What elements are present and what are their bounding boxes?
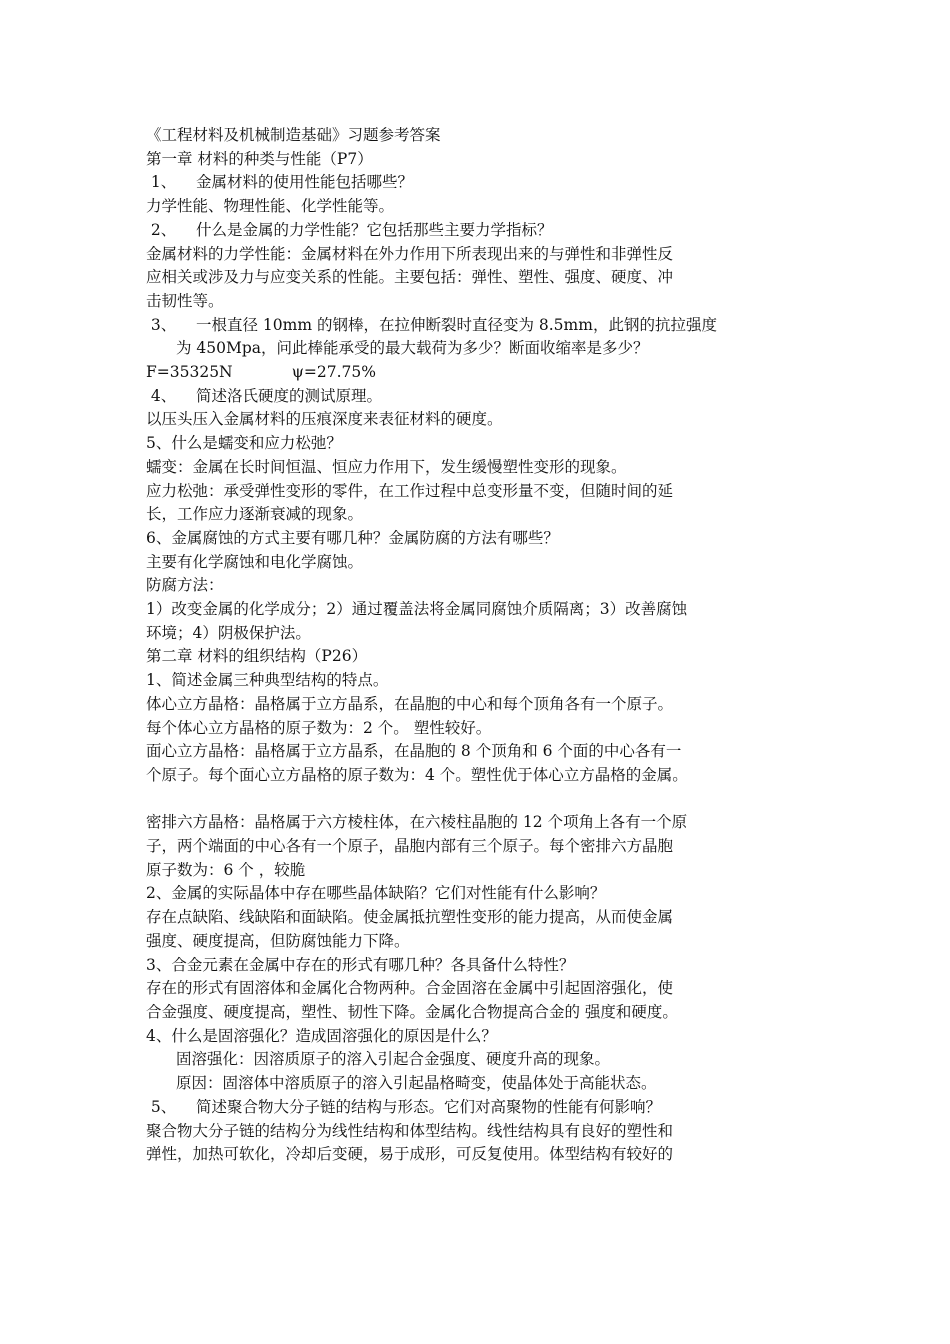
answer-line: 弹性，加热可软化，冷却后变硬，易于成形，可反复使用。体型结构有较好的	[146, 1145, 674, 1164]
answer-line: 防腐方法：	[146, 576, 224, 595]
question-line: 2、金属的实际晶体中存在哪些晶体缺陷？它们对性能有什么影响？	[146, 884, 606, 903]
question-line: 2、 什么是金属的力学性能？它包括那些主要力学指标？	[146, 220, 553, 239]
answer-line: 合金强度、硬度提高，塑性、韧性下降。金属化合物提高合金的 强度和硬度。	[146, 1003, 678, 1021]
question-line: 3、合金元素在金属中存在的形式有哪几种？各具备什么特性？	[146, 955, 575, 974]
answer-line: 原子数为：6 个 ，较脆	[146, 860, 306, 879]
question-line: 5、 简述聚合物大分子链的结构与形态。它们对高聚物的性能有何影响？	[146, 1097, 661, 1116]
answer-line: 存在的形式有固溶体和金属化合物两种。合金固溶在金属中引起固溶强化，使	[146, 979, 674, 998]
answer-line: 聚合物大分子链的结构分为线性结构和体型结构。线性结构具有良好的塑性和	[146, 1121, 674, 1140]
answer-line: 力学性能、物理性能、化学性能等。	[146, 197, 395, 216]
answer-line: F=35325N ψ=27.75%	[146, 363, 376, 382]
answer-line: 主要有化学腐蚀和电化学腐蚀。	[146, 552, 364, 571]
chapter-heading: 第二章 材料的组织结构（P26）	[146, 647, 368, 666]
answer-line: 每个体心立方晶格的原子数为：2 个。 塑性较好。	[146, 718, 492, 737]
answer-line: 金属材料的力学性能：金属材料在外力作用下所表现出来的与弹性和非弹性反	[146, 244, 674, 263]
answer-line: 环境；4）阴极保护法。	[146, 623, 311, 642]
question-line: 1、 金属材料的使用性能包括哪些？	[146, 173, 413, 192]
question-line: 5、什么是蠕变和应力松弛？	[146, 434, 342, 453]
answer-line: 蠕变：金属在长时间恒温、恒应力作用下，发生缓慢塑性变形的现象。	[146, 457, 627, 476]
answer-line: 存在点缺陷、线缺陷和面缺陷。使金属抵抗塑性变形的能力提高，从而使金属	[146, 908, 674, 927]
answer-line: 面心立方晶格：晶格属于立方晶系，在晶胞的 8 个顶角和 6 个面的中心各有一	[146, 742, 682, 761]
document-title: 《工程材料及机械制造基础》习题参考答案	[146, 126, 441, 144]
question-line: 4、什么是固溶强化？造成固溶强化的原因是什么？	[146, 1026, 497, 1045]
answer-line: 个原子。每个面心立方晶格的原子数为：4 个。塑性优于体心立方晶格的金属。	[146, 765, 688, 784]
document-body	[146, 124, 826, 1167]
question-line: 6、金属腐蚀的方式主要有哪几种？金属防腐的方法有哪些？	[146, 528, 559, 547]
question-line: 为 450Mpa，问此棒能承受的最大载荷为多少？断面收缩率是多少？	[176, 339, 649, 358]
answer-line: 子，两个端面的中心各有一个原子，晶胞内部有三个原子。每个密排六方晶胞	[146, 837, 674, 856]
question-line: 3、 一根直径 10mm 的钢棒，在拉伸断裂时直径变为 8.5mm，此钢的抗拉强度	[146, 315, 717, 334]
chapter-heading: 第一章 材料的种类与性能（P7）	[146, 149, 373, 168]
answer-line: 长，工作应力逐渐衰减的现象。	[146, 505, 364, 524]
answer-line: 固溶强化：因溶质原子的溶入引起合金强度、硬度升高的现象。	[176, 1050, 611, 1069]
answer-line: 原因：固溶体中溶质原子的溶入引起晶格畸变，使晶体处于高能状态。	[176, 1074, 657, 1093]
answer-line: 应相关或涉及力与应变关系的性能。主要包括：弹性、塑性、强度、硬度、冲	[146, 268, 674, 287]
answer-line: 密排六方晶格：晶格属于六方棱柱体，在六棱柱晶胞的 12 个项角上各有一个原	[146, 813, 688, 832]
blank-line	[146, 788, 826, 812]
answer-line: 以压头压入金属材料的压痕深度来表征材料的硬度。	[146, 410, 503, 429]
answer-line: 1）改变金属的化学成分；2）通过覆盖法将金属同腐蚀介质隔离；3）改善腐蚀	[146, 600, 688, 619]
answer-line: 体心立方晶格：晶格属于立方晶系，在晶胞的中心和每个顶角各有一个原子。	[146, 694, 674, 713]
question-line: 4、 简述洛氏硬度的测试原理。	[146, 386, 382, 405]
answer-line: 强度、硬度提高，但防腐蚀能力下降。	[146, 931, 410, 950]
question-line: 1、简述金属三种典型结构的特点。	[146, 671, 389, 690]
answer-line: 应力松弛：承受弹性变形的零件，在工作过程中总变形量不变，但随时间的延	[146, 481, 674, 500]
answer-line: 击韧性等。	[146, 291, 224, 310]
